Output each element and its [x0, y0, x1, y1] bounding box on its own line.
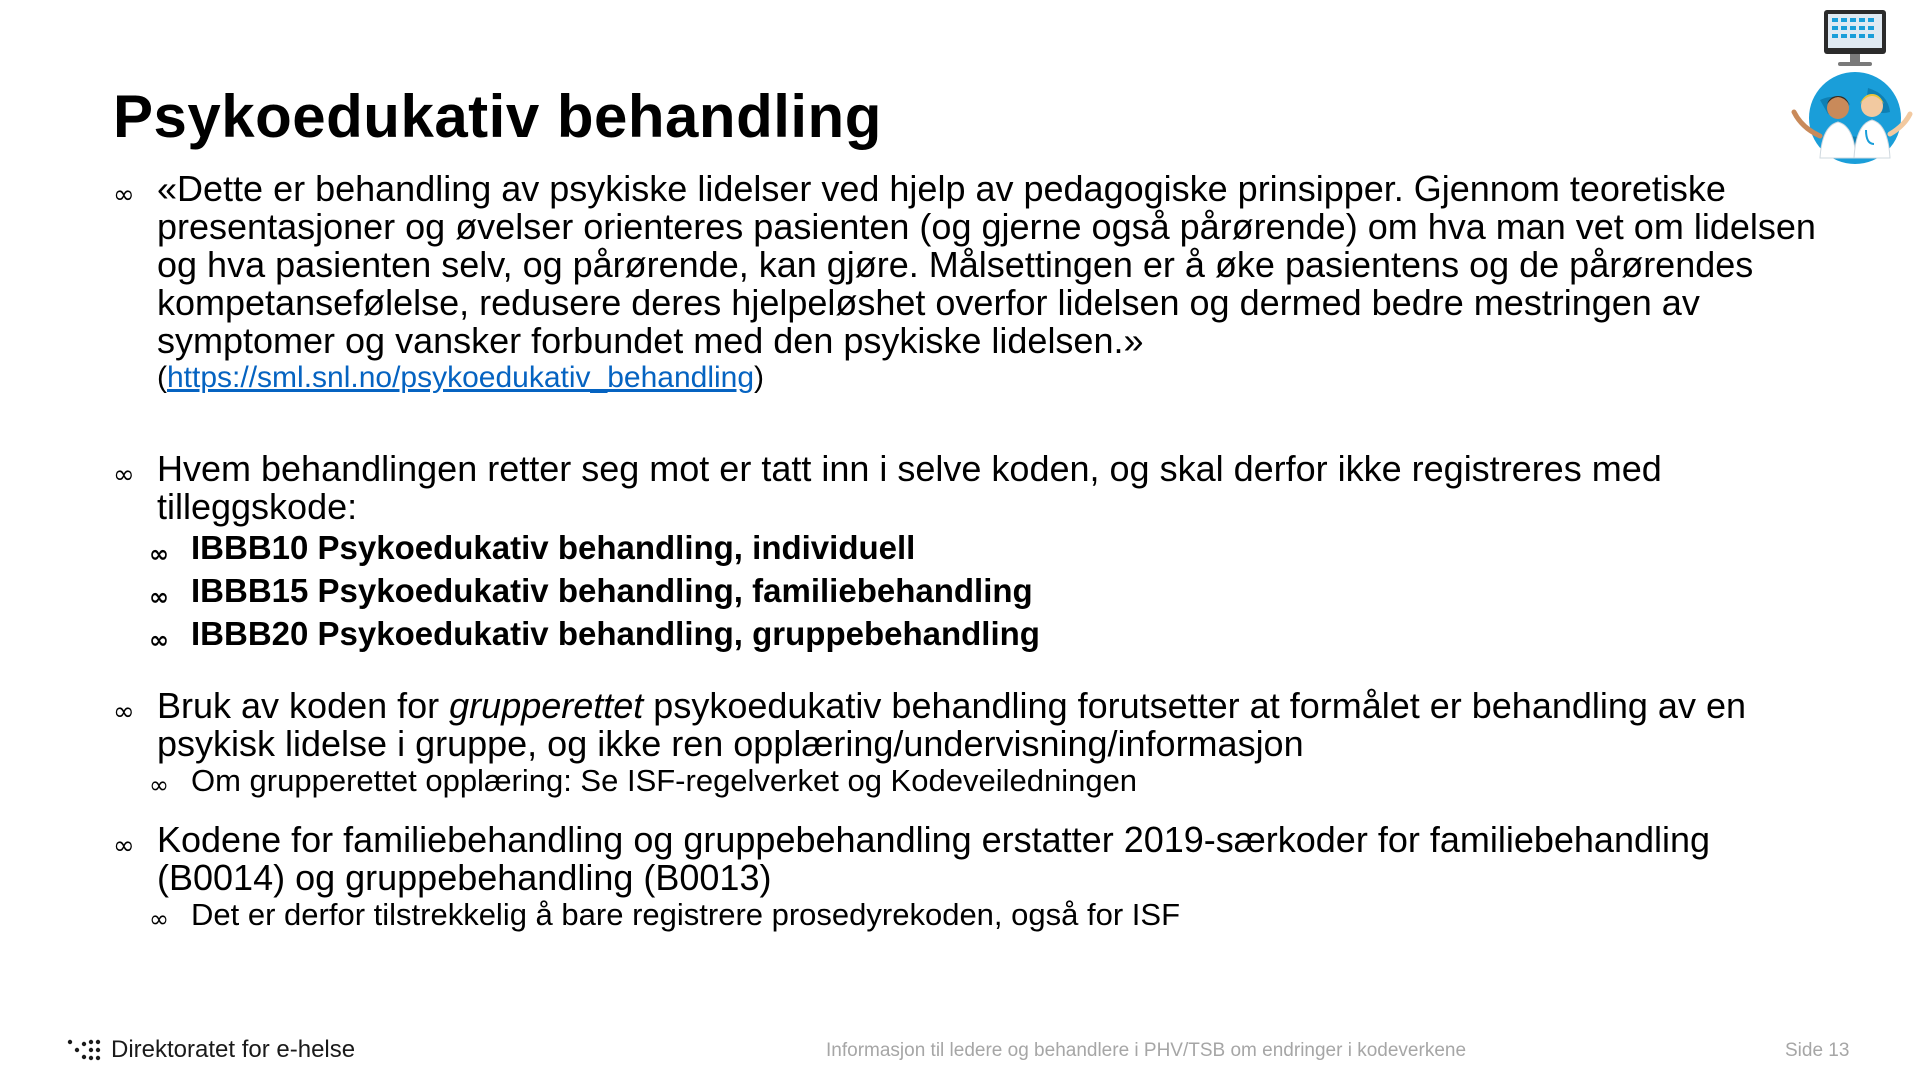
source-reference [157, 360, 1843, 396]
bullet-definition [113, 170, 1843, 396]
group-usage-italic: grupperettet [449, 685, 644, 726]
source-open-paren: ( [157, 361, 167, 394]
target-group-text: Hvem behandlingen retter seg mot er tatt inn i selve koden, og skal derfor ikke registreres med tilleggskode: [157, 448, 1662, 527]
slide-title: Psykoedukativ behandling [113, 83, 882, 150]
group-usage-text-end: psykoedukativ behandling forutsetter at formålet er behandling av en psykisk lidelse i gruppe, og ikke ren opplæring/undervisning/informasjon [157, 685, 1746, 764]
infinity-bullet-icon: ∞ [149, 583, 169, 611]
source-link[interactable]: https://sml.snl.no/psykoedukativ_behandling [167, 361, 755, 394]
sub-bullet-isf [113, 897, 1843, 933]
code-item [113, 569, 1843, 612]
bullet-group-usage [113, 687, 1843, 763]
definition-quote: «Dette er behandling av psykiske lidelser ved hjelp av pedagogiske prinsipper. Gjennom teoretiske presentasjoner og øvelser orienteres pasienten (og gjerne også pårørende) om hva man vet om lidelsen og hva pasienten selv, og pårørende, kan gjøre. Målsettingen er å øke pasientens og de pårørendes kompetansefølelse, redusere deres hjelpeløshet overfor lidelsen og dermed bedre mestringen av symptomer og vansker forbundet med den psykiske lidelsen.» [157, 168, 1816, 361]
infinity-bullet-icon: ∞ [113, 460, 135, 490]
slide-body [113, 170, 1843, 933]
infinity-bullet-icon: ∞ [113, 831, 135, 861]
code-item-text: IBBB15 Psykoedukativ behandling, familiebehandling [191, 572, 1033, 609]
infinity-bullet-icon: ∞ [149, 771, 169, 799]
doctors-globe-icon [1780, 8, 1916, 168]
source-close-paren: ) [754, 361, 765, 394]
page-number: Side 13 [1785, 1040, 1850, 1061]
infinity-bullet-icon: ∞ [149, 626, 169, 654]
infinity-bullet-icon: ∞ [113, 180, 135, 210]
bullet-replaces-codes [113, 821, 1843, 897]
infinity-bullet-icon: ∞ [113, 697, 135, 727]
sub-bullet-group-training [113, 763, 1843, 799]
code-item [113, 526, 1843, 569]
dots-logo-icon [67, 1037, 101, 1063]
group-usage-text-start: Bruk av koden for [157, 685, 450, 726]
infinity-bullet-icon: ∞ [149, 540, 169, 568]
isf-text: Det er derfor tilstrekkelig å bare registrere prosedyrekoden, også for ISF [191, 897, 1181, 932]
bullet-target-group [113, 450, 1843, 526]
group-training-text: Om grupperettet opplæring: Se ISF-regelverket og Kodeveiledningen [191, 763, 1138, 798]
footer-logo [67, 1036, 355, 1064]
replaces-codes-text: Kodene for familiebehandling og gruppebehandling erstatter 2019-særkoder for familiebehandling (B0014) og gruppebehandling (B0013) [157, 819, 1711, 898]
code-item-text: IBBB20 Psykoedukativ behandling, gruppebehandling [191, 615, 1040, 652]
infinity-bullet-icon: ∞ [149, 905, 169, 933]
code-item [113, 612, 1843, 655]
logo-text: Direktoratet for e-helse [111, 1036, 356, 1063]
code-item-text: IBBB10 Psykoedukativ behandling, individuell [191, 529, 916, 566]
footer-center-text: Informasjon til ledere og behandlere i PHV/TSB om endringer i kodeverkene [826, 1040, 1467, 1061]
